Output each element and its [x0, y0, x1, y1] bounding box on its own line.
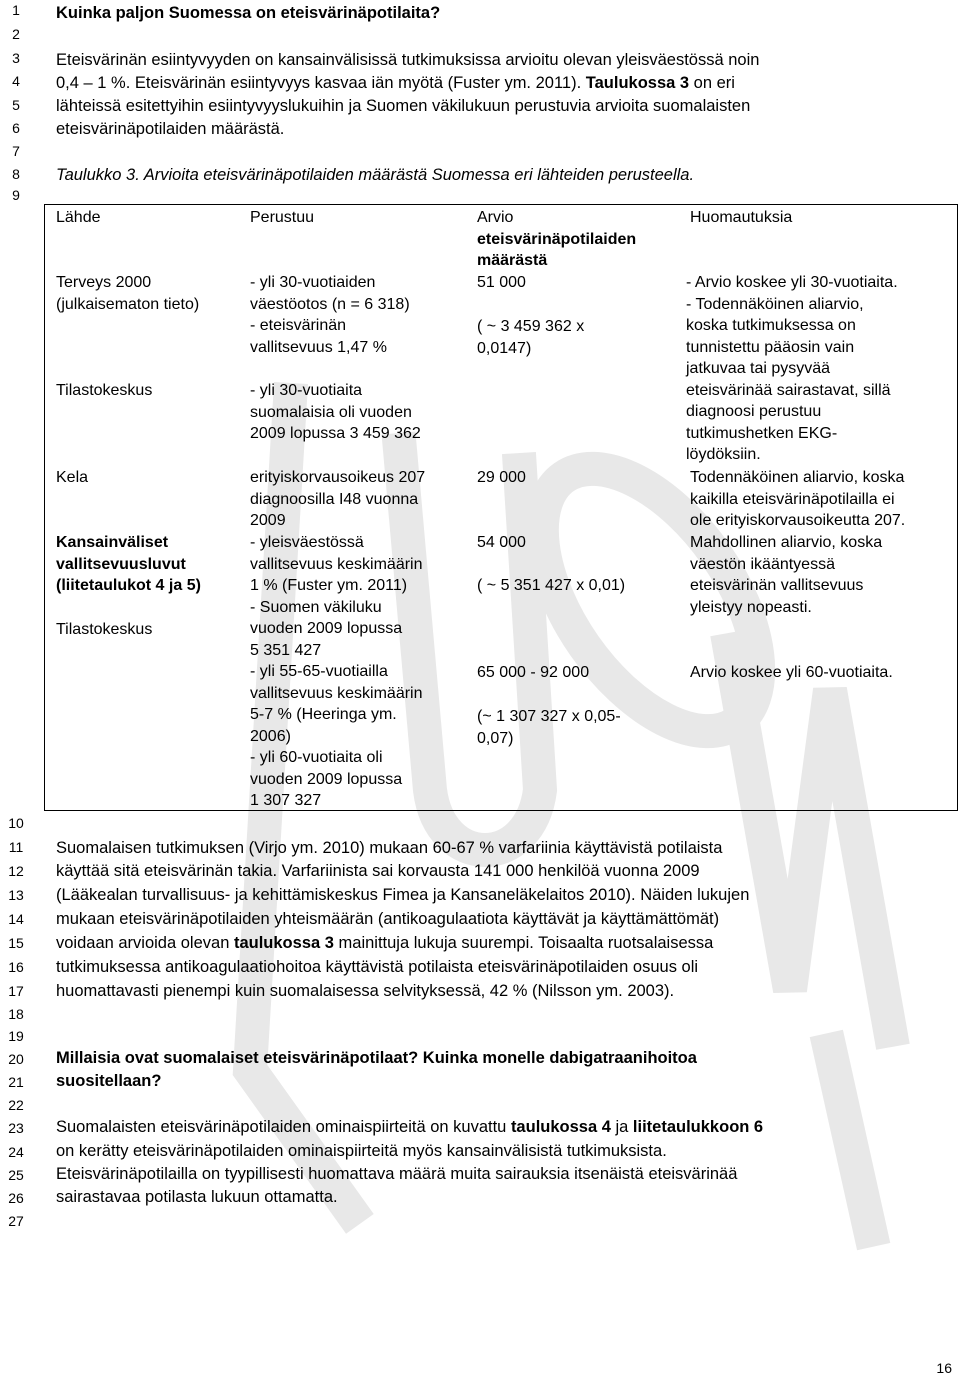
cell-text: Todennäköinen aliarvio, koska	[690, 469, 905, 486]
table-reference: taulukossa 3	[233, 934, 334, 952]
cell-text: (liitetaulukot 4 ja 5)	[56, 577, 201, 594]
text-line: eteisvärinäpotilaiden määrästä.	[56, 120, 285, 138]
cell-text: ole erityiskorvausoikeutta 207.	[690, 512, 906, 529]
cell-text: - Arvio koskee yli 30-vuotiaita.	[686, 274, 898, 291]
text-line: Eteisvärinän esiintyvyyden on kansainvälisissä tutkimuksissa arvioitu olevan yleisväestössä noin	[56, 51, 760, 69]
line-number: 15	[8, 935, 24, 951]
table-caption	[56, 164, 941, 187]
text-span: voidaan arvioida olevan	[56, 934, 234, 952]
header-lahde: Lähde	[56, 209, 101, 226]
table-border-left	[44, 205, 45, 811]
row1-huomautuksia	[686, 272, 898, 466]
table-caption-label: Taulukko 3.	[56, 166, 140, 184]
row3-arvio-b-calc	[477, 706, 621, 749]
cell-text: 2009	[250, 512, 286, 529]
row2-arvio: 29 000	[477, 469, 526, 486]
section-heading: Kuinka paljon Suomessa on eteisvärinäpotilaita?	[56, 4, 441, 22]
cell-text: - Suomen väkiluku	[250, 598, 382, 616]
row1-lahde	[56, 272, 199, 315]
cell-text: vallitsevuus 1,47 %	[250, 338, 387, 356]
text-line: huomattavasti pienempi kuin suomalaisessa selvityksessä, 42 % (Nilsson ym. 2003).	[56, 982, 675, 1000]
line-number: 21	[8, 1074, 24, 1090]
table-border-right	[957, 205, 958, 811]
table-caption-text: Arvioita eteisvärinäpotilaiden määrästä Suomessa eri lähteiden perusteella.	[139, 166, 695, 184]
line-number: 5	[12, 97, 20, 113]
text-line	[56, 932, 941, 955]
cell-text: vuoden 2009 lopussa	[250, 620, 403, 637]
cell-text: 1 % (Fuster ym. 2011)	[250, 577, 408, 594]
text-span: Suomalaisten eteisvärinäpotilaiden ominaispiirteitä on kuvattu	[56, 1118, 511, 1136]
line-number: 19	[8, 1028, 24, 1044]
row1-lahde-b: Tilastokeskus	[56, 382, 153, 399]
cell-text: - Todennäköinen aliarvio,	[686, 295, 864, 313]
cell-text: - yli 30-vuotiaiden	[250, 274, 376, 291]
cell-text: 2006)	[250, 727, 291, 745]
cell-text: - eteisvärinän	[250, 317, 347, 334]
header-perustuu: Perustuu	[250, 209, 315, 226]
line-number: 1	[12, 2, 20, 18]
cell-text: koska tutkimuksessa on	[686, 317, 856, 334]
line-number: 24	[8, 1144, 24, 1160]
cell-text: 0,0147)	[477, 339, 532, 357]
text-line: Eteisvärinäpotilailla on tyypillisesti huomattava määrä muita sairauksia itsenäistä eteisvärinää	[56, 1165, 738, 1183]
cell-text: kaikilla eteisvärinäpotilailla ei	[690, 490, 895, 508]
cell-text: (~ 1 307 327 x 0,05-	[477, 708, 621, 725]
text-line: tutkimuksessa antikoagulaatiohoitoa käyttävistä potilaista eteisvärinäpotilaiden osuus oli	[56, 958, 699, 976]
row3-perustuu	[250, 532, 423, 812]
cell-text: suomalaisia oli vuoden	[250, 403, 412, 421]
line-number: 22	[8, 1097, 24, 1113]
text-line	[56, 1116, 941, 1139]
header-arvio	[477, 207, 636, 272]
line-number: 9	[12, 187, 20, 203]
line-number: 26	[8, 1190, 24, 1206]
cell-text: Mahdollinen aliarvio, koska	[690, 534, 883, 551]
cell-text: löydöksiin.	[686, 446, 761, 463]
header-huomautuksia: Huomautuksia	[690, 209, 793, 226]
cell-text: eteisvärinän vallitsevuus	[690, 577, 864, 594]
line-number: 23	[8, 1120, 24, 1136]
row2-perustuu	[250, 467, 425, 532]
cell-text: jatkuvaa tai pysyvää	[686, 360, 831, 377]
text-span: mainittuja lukuja suurempi. Toisaalta ruotsalaisessa	[333, 934, 714, 952]
row1-arvio-calc	[477, 316, 584, 359]
cell-text: yleistyy nopeasti.	[690, 598, 812, 616]
line-number: 18	[8, 1006, 24, 1022]
heading-line: suositellaan?	[56, 1072, 162, 1090]
cell-text: Kansainväliset	[56, 534, 169, 551]
text-line: (Lääkealan turvallisuus- ja kehittämiskeskus Fimea ja Kansaneläkelaitos 2010). Näiden lukujen	[56, 886, 750, 904]
line-number: 27	[8, 1213, 24, 1229]
row3-huomautuksia-b: Arvio koskee yli 60-vuotiaita.	[690, 664, 893, 681]
cell-text: vallitsevuus keskimäärin	[250, 555, 423, 573]
cell-text: väestöotos (n = 6 318)	[250, 295, 410, 313]
row1-perustuu	[250, 272, 410, 358]
line-number: 13	[8, 887, 24, 903]
header-text: eteisvärinäpotilaiden	[477, 230, 637, 248]
text-line: mukaan eteisvärinäpotilaiden yhteismäärän (antikoagulaatiota käyttävät ja käyttämättömät)	[56, 910, 720, 928]
cell-text: vuoden 2009 lopussa	[250, 770, 403, 788]
line-number: 12	[8, 863, 24, 879]
cell-text: tunnistettu pääosin vain	[686, 338, 855, 356]
row3-arvio-a-calc: ( ~ 5 351 427 x 0,01)	[477, 577, 626, 594]
line-number: 3	[12, 50, 20, 66]
cell-text: diagnoosilla I48 vuonna	[250, 490, 419, 508]
cell-text: eteisvärinää sairastavat, sillä	[686, 381, 891, 399]
text-line: Suomalaisen tutkimuksen (Virjo ym. 2010) mukaan 60-67 % varfariinia käyttävistä potilaista	[56, 839, 723, 857]
table-reference: liitetaulukkoon 6	[632, 1118, 764, 1136]
row3-arvio-b: 65 000 - 92 000	[477, 664, 590, 681]
row1-perustuu-b	[250, 380, 421, 445]
cell-text: Terveys 2000	[56, 274, 152, 291]
table-reference: Taulukossa 3	[585, 74, 690, 92]
text-span: 0,4 – 1 %. Eteisvärinän esiintyvyys kasvaa iän myötä (Fuster ym. 2011).	[56, 74, 586, 92]
cell-text: tutkimushetken EKG-	[686, 424, 838, 442]
line-number: 16	[8, 959, 24, 975]
text-line: lähteissä esitettyihin esiintyvyyslukuihin ja Suomen väkilukuun perustuvia arvioita suomalaisten	[56, 97, 751, 115]
cell-text: väestön ikääntyessä	[690, 555, 835, 573]
line-number: 20	[8, 1051, 24, 1067]
row3-huomautuksia-a	[690, 532, 882, 618]
cell-text: erityiskorvausoikeus 207	[250, 469, 426, 486]
text-line: käyttää sitä eteisvärinän takia. Varfariinista sai korvausta 141 000 henkilöä vuonna 2009	[56, 862, 700, 880]
header-text: Arvio	[477, 209, 514, 226]
cell-text: ( ~ 3 459 362 x	[477, 318, 585, 335]
line-number: 4	[12, 73, 20, 89]
header-text: määrästä	[477, 252, 548, 269]
text-span: ja	[610, 1118, 633, 1136]
row3-arvio-a: 54 000	[477, 534, 526, 551]
cell-text: 2009 lopussa 3 459 362	[250, 425, 421, 442]
heading-line: Millaisia ovat suomalaiset eteisvärinäpotilaat? Kuinka monelle dabigatraanihoitoa	[56, 1049, 697, 1067]
cell-text: 5 351 427	[250, 641, 322, 659]
cell-text: (julkaisematon tieto)	[56, 295, 200, 313]
cell-text: vallitsevuus keskimäärin	[250, 684, 423, 702]
table-reference: taulukossa 4	[510, 1118, 611, 1136]
cell-text: - yli 55-65-vuotiailla	[250, 663, 388, 680]
line-number: 25	[8, 1167, 24, 1183]
line-number: 10	[8, 815, 24, 831]
row3-lahde	[56, 532, 201, 597]
page-number: 16	[936, 1360, 952, 1376]
cell-text: - yli 30-vuotiaita	[250, 382, 363, 399]
cell-text: 5-7 % (Heeringa ym.	[250, 706, 397, 723]
line-number: 7	[12, 143, 20, 159]
line-number: 14	[8, 911, 24, 927]
line-number: 6	[12, 120, 20, 136]
line-number: 8	[12, 166, 20, 182]
row1-arvio: 51 000	[477, 274, 526, 291]
row2-huomautuksia	[690, 467, 905, 532]
cell-text: diagnoosi perustuu	[686, 403, 822, 420]
line-number: 11	[8, 839, 24, 855]
line-number: 2	[12, 26, 20, 42]
text-line	[56, 72, 941, 95]
table-border-bottom	[44, 810, 958, 811]
row2-lahde: Kela	[56, 469, 89, 486]
cell-text: 1 307 327	[250, 792, 322, 809]
cell-text: - yli 60-vuotiaita oli	[250, 749, 383, 766]
text-line: sairastavaa potilasta lukuun ottamatta.	[56, 1188, 338, 1206]
text-span: on eri	[689, 74, 735, 92]
cell-text: vallitsevuusluvut	[56, 555, 186, 573]
line-number: 17	[8, 983, 24, 999]
text-line: on kerätty eteisvärinäpotilaiden ominaispiirteitä myös kansainvälisistä tutkimuksista.	[56, 1142, 667, 1160]
cell-text: - yleisväestössä	[250, 534, 364, 551]
cell-text: 0,07)	[477, 729, 514, 747]
table-border-top	[44, 204, 958, 205]
row3-lahde-b: Tilastokeskus	[56, 621, 153, 638]
